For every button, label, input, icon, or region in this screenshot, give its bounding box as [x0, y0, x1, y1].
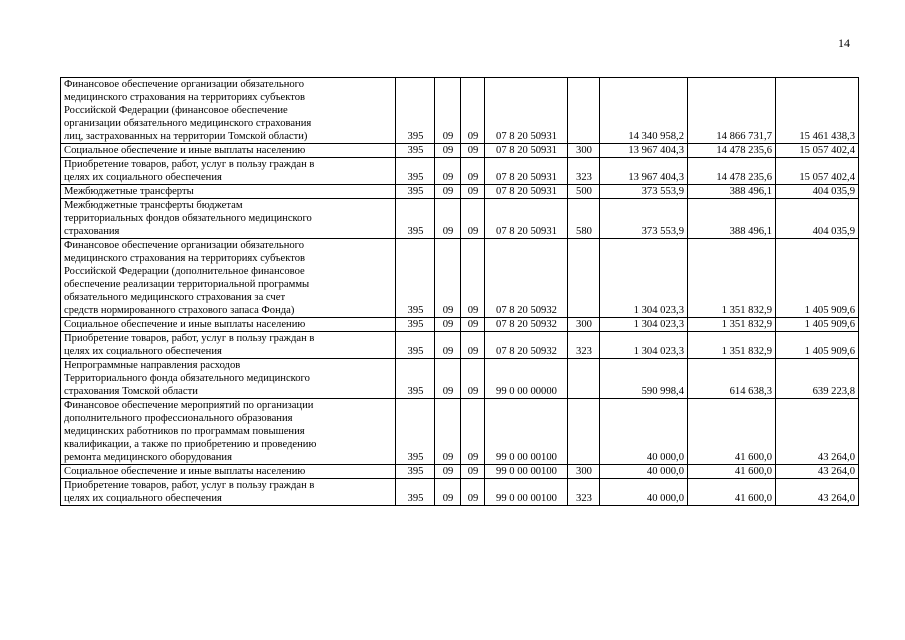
cell-expense-type	[568, 239, 600, 318]
cell-subsection: 09	[461, 239, 485, 318]
cell-name: Приобретение товаров, работ, услуг в пользу граждан в целях их социального обеспечения	[61, 332, 396, 359]
cell-section: 09	[435, 399, 461, 465]
cell-expense-type: 500	[568, 185, 600, 199]
cell-amount-year1: 40 000,0	[600, 479, 688, 506]
cell-name: Финансовое обеспечение организации обязательного медицинского страхования на территориях субъектов Российской Федерации (дополнительное финансовое обеспечение реализации территориальной программы обязательного медицинского страхования за счет средств нормированного страхового запаса Фонда)	[61, 239, 396, 318]
cell-amount-year1: 40 000,0	[600, 399, 688, 465]
cell-subsection: 09	[461, 199, 485, 239]
table-row	[61, 199, 859, 239]
table-row	[61, 144, 859, 158]
cell-admin-code: 395	[396, 78, 435, 144]
cell-amount-year3: 404 035,9	[776, 185, 859, 199]
cell-amount-year1: 373 553,9	[600, 199, 688, 239]
cell-expense-type: 323	[568, 479, 600, 506]
cell-section: 09	[435, 185, 461, 199]
table-row	[61, 185, 859, 199]
cell-amount-year3: 404 035,9	[776, 199, 859, 239]
cell-amount-year2: 1 351 832,9	[688, 318, 776, 332]
cell-name: Финансовое обеспечение организации обязательного медицинского страхования на территориях субъектов Российской Федерации (финансовое обеспечение организации обязательного медицинского страхования лиц, застрахованных на территории Томской области)	[61, 78, 396, 144]
cell-amount-year1: 13 967 404,3	[600, 144, 688, 158]
cell-subsection: 09	[461, 399, 485, 465]
cell-expense-type: 300	[568, 465, 600, 479]
cell-section: 09	[435, 199, 461, 239]
cell-amount-year2: 388 496,1	[688, 199, 776, 239]
cell-admin-code: 395	[396, 465, 435, 479]
cell-amount-year1: 13 967 404,3	[600, 158, 688, 185]
cell-target-item: 07 8 20 50931	[485, 158, 568, 185]
cell-subsection: 09	[461, 158, 485, 185]
cell-target-item: 07 8 20 50931	[485, 199, 568, 239]
cell-amount-year3: 43 264,0	[776, 399, 859, 465]
cell-amount-year3: 43 264,0	[776, 465, 859, 479]
cell-admin-code: 395	[396, 144, 435, 158]
cell-amount-year2: 614 638,3	[688, 359, 776, 399]
cell-admin-code: 395	[396, 399, 435, 465]
cell-target-item: 99 0 00 00100	[485, 399, 568, 465]
table-row	[61, 399, 859, 465]
budget-table	[60, 77, 859, 506]
cell-section: 09	[435, 144, 461, 158]
table-row	[61, 479, 859, 506]
cell-amount-year2: 388 496,1	[688, 185, 776, 199]
cell-expense-type	[568, 359, 600, 399]
table-row	[61, 318, 859, 332]
cell-expense-type: 323	[568, 158, 600, 185]
cell-subsection: 09	[461, 78, 485, 144]
cell-admin-code: 395	[396, 239, 435, 318]
cell-expense-type	[568, 399, 600, 465]
cell-subsection: 09	[461, 185, 485, 199]
table-row	[61, 239, 859, 318]
cell-amount-year2: 41 600,0	[688, 399, 776, 465]
cell-amount-year2: 14 478 235,6	[688, 158, 776, 185]
table-row	[61, 332, 859, 359]
cell-amount-year3: 15 057 402,4	[776, 144, 859, 158]
cell-expense-type: 300	[568, 318, 600, 332]
cell-target-item: 07 8 20 50932	[485, 332, 568, 359]
cell-admin-code: 395	[396, 359, 435, 399]
cell-section: 09	[435, 359, 461, 399]
cell-amount-year1: 373 553,9	[600, 185, 688, 199]
cell-section: 09	[435, 78, 461, 144]
cell-target-item: 07 8 20 50932	[485, 239, 568, 318]
cell-amount-year3: 1 405 909,6	[776, 239, 859, 318]
cell-name: Социальное обеспечение и иные выплаты населению	[61, 144, 396, 158]
cell-section: 09	[435, 479, 461, 506]
cell-target-item: 07 8 20 50932	[485, 318, 568, 332]
cell-name: Непрограммные направления расходов Территориального фонда обязательного медицинского страхования Томской области	[61, 359, 396, 399]
table-row	[61, 158, 859, 185]
cell-admin-code: 395	[396, 479, 435, 506]
cell-target-item: 07 8 20 50931	[485, 78, 568, 144]
cell-amount-year1: 1 304 023,3	[600, 239, 688, 318]
cell-section: 09	[435, 332, 461, 359]
cell-admin-code: 395	[396, 185, 435, 199]
cell-amount-year1: 1 304 023,3	[600, 332, 688, 359]
cell-amount-year1: 40 000,0	[600, 465, 688, 479]
cell-subsection: 09	[461, 479, 485, 506]
table-row	[61, 78, 859, 144]
cell-subsection: 09	[461, 359, 485, 399]
cell-subsection: 09	[461, 318, 485, 332]
cell-name: Приобретение товаров, работ, услуг в пользу граждан в целях их социального обеспечения	[61, 158, 396, 185]
cell-amount-year2: 14 866 731,7	[688, 78, 776, 144]
cell-amount-year3: 1 405 909,6	[776, 318, 859, 332]
cell-subsection: 09	[461, 465, 485, 479]
cell-expense-type	[568, 78, 600, 144]
cell-expense-type: 300	[568, 144, 600, 158]
cell-admin-code: 395	[396, 318, 435, 332]
cell-target-item: 07 8 20 50931	[485, 185, 568, 199]
cell-amount-year2: 14 478 235,6	[688, 144, 776, 158]
cell-admin-code: 395	[396, 332, 435, 359]
cell-name: Социальное обеспечение и иные выплаты населению	[61, 465, 396, 479]
cell-amount-year3: 15 057 402,4	[776, 158, 859, 185]
cell-name: Межбюджетные трансферты бюджетам территориальных фондов обязательного медицинского страхования	[61, 199, 396, 239]
cell-subsection: 09	[461, 144, 485, 158]
cell-target-item: 07 8 20 50931	[485, 144, 568, 158]
cell-name: Социальное обеспечение и иные выплаты населению	[61, 318, 396, 332]
cell-section: 09	[435, 465, 461, 479]
cell-name: Приобретение товаров, работ, услуг в пользу граждан в целях их социального обеспечения	[61, 479, 396, 506]
cell-amount-year3: 43 264,0	[776, 479, 859, 506]
cell-amount-year1: 1 304 023,3	[600, 318, 688, 332]
cell-name: Межбюджетные трансферты	[61, 185, 396, 199]
cell-section: 09	[435, 158, 461, 185]
cell-amount-year2: 41 600,0	[688, 479, 776, 506]
page-number: 14	[838, 36, 850, 50]
cell-amount-year2: 1 351 832,9	[688, 332, 776, 359]
cell-target-item: 99 0 00 00100	[485, 465, 568, 479]
cell-amount-year3: 15 461 438,3	[776, 78, 859, 144]
cell-amount-year1: 14 340 958,2	[600, 78, 688, 144]
cell-amount-year3: 639 223,8	[776, 359, 859, 399]
cell-section: 09	[435, 239, 461, 318]
cell-name: Финансовое обеспечение мероприятий по организации дополнительного профессионального образования медицинских работников по программам повышения квалификации, а также по приобретению и проведению ремонта медицинского оборудования	[61, 399, 396, 465]
cell-amount-year3: 1 405 909,6	[776, 332, 859, 359]
cell-target-item: 99 0 00 00000	[485, 359, 568, 399]
cell-section: 09	[435, 318, 461, 332]
table-row	[61, 465, 859, 479]
table-row	[61, 359, 859, 399]
cell-amount-year2: 1 351 832,9	[688, 239, 776, 318]
cell-admin-code: 395	[396, 199, 435, 239]
cell-admin-code: 395	[396, 158, 435, 185]
cell-amount-year1: 590 998,4	[600, 359, 688, 399]
cell-subsection: 09	[461, 332, 485, 359]
cell-target-item: 99 0 00 00100	[485, 479, 568, 506]
cell-expense-type: 323	[568, 332, 600, 359]
cell-expense-type: 580	[568, 199, 600, 239]
cell-amount-year2: 41 600,0	[688, 465, 776, 479]
